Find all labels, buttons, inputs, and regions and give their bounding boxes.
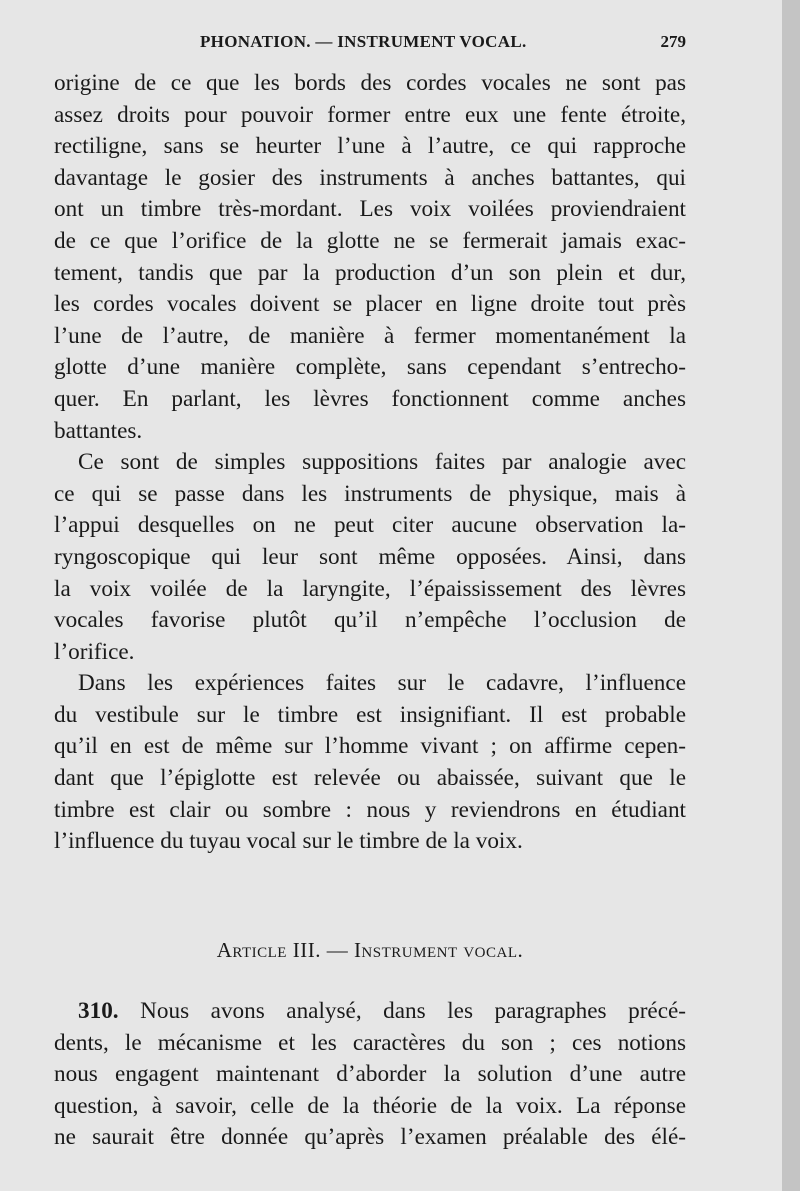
text-line: l’orifice. <box>54 638 135 665</box>
text-line: battantes. <box>54 417 143 444</box>
text-line: dents, le mécanisme et les caractères du son ; ces notions <box>54 1029 686 1056</box>
text-line: ce qui se passe dans les instruments de physique, mais à <box>54 480 686 507</box>
paragraph-310 <box>54 996 686 1154</box>
section-heading: Article III. — Instrument vocal. <box>216 938 524 962</box>
text-line: origine de ce que les bords des cordes vocales ne sont pas <box>54 70 686 96</box>
text-line-rest: Nous avons analysé, dans les paragraphes précé- <box>140 998 687 1024</box>
text-line: l’une de l’autre, de manière à fermer momentanément la <box>54 322 686 349</box>
page-header <box>54 32 686 60</box>
text-line: qu’il en est de même sur l’homme vivant ; on affirme cepen- <box>54 733 686 760</box>
text-line: ont un timbre très-mordant. Les voix voilées proviendraient <box>54 196 686 223</box>
paragraph-3 <box>54 668 686 858</box>
text-line: les cordes vocales doivent se placer en ligne droite tout près <box>54 291 686 318</box>
text-line: dant que l’épiglotte est relevée ou abaissée, suivant que le <box>54 765 686 792</box>
text-line: glotte d’une manière complète, sans cependant s’entrecho- <box>54 354 686 381</box>
text-line: Dans les expériences faites sur le cadavre, l’influence <box>78 670 686 697</box>
text-line: assez droits pour pouvoir former entre eux une fente étroite, <box>54 101 686 128</box>
paragraph-1 <box>54 68 686 447</box>
text-line: ne saurait être donnée qu’après l’examen préalable des élé- <box>54 1124 686 1151</box>
text-line: Ce sont de simples suppositions faites par analogie avec <box>78 449 686 476</box>
text-line: nous engagent maintenant d’aborder la solution d’une autre <box>54 1061 686 1088</box>
running-title: PHONATION. — INSTRUMENT VOCAL. <box>200 32 527 51</box>
text-line: timbre est clair ou sombre : nous y reviendrons en étudiant <box>54 796 686 823</box>
text-line: ryngoscopique qui leur sont même opposées. Ainsi, dans <box>54 543 686 570</box>
text-line: quer. En parlant, les lèvres fonctionnent comme anches <box>54 385 686 412</box>
paragraph-2 <box>54 447 686 668</box>
page-edge <box>782 0 800 1191</box>
text-line: l’influence du tuyau vocal sur le timbre de la voix. <box>54 828 523 855</box>
text-line: l’appui desquelles on ne peut citer aucune observation la- <box>54 512 686 539</box>
text-line: la voix voilée de la laryngite, l’épaississement des lèvres <box>54 575 686 602</box>
body-text <box>54 68 686 858</box>
text-line: davantage le gosier des instruments à anches battantes, qui <box>54 164 686 191</box>
text-line: vocales favorise plutôt qu’il n’empêche l’occlusion de <box>54 607 686 634</box>
page-number: 279 <box>660 32 686 51</box>
paragraph-number: 310. <box>78 998 119 1024</box>
text-line <box>54 996 686 1028</box>
text-line: tement, tandis que par la production d’un son plein et dur, <box>54 259 686 286</box>
text-line: rectiligne, sans se heurter l’une à l’autre, ce qui rapproche <box>54 133 686 160</box>
text-line: question, à savoir, celle de la théorie de la voix. La réponse <box>54 1092 686 1119</box>
text-line: de ce que l’orifice de la glotte ne se fermerait jamais exac- <box>54 227 686 254</box>
text-line: du vestibule sur le timbre est insignifiant. Il est probable <box>54 701 686 728</box>
